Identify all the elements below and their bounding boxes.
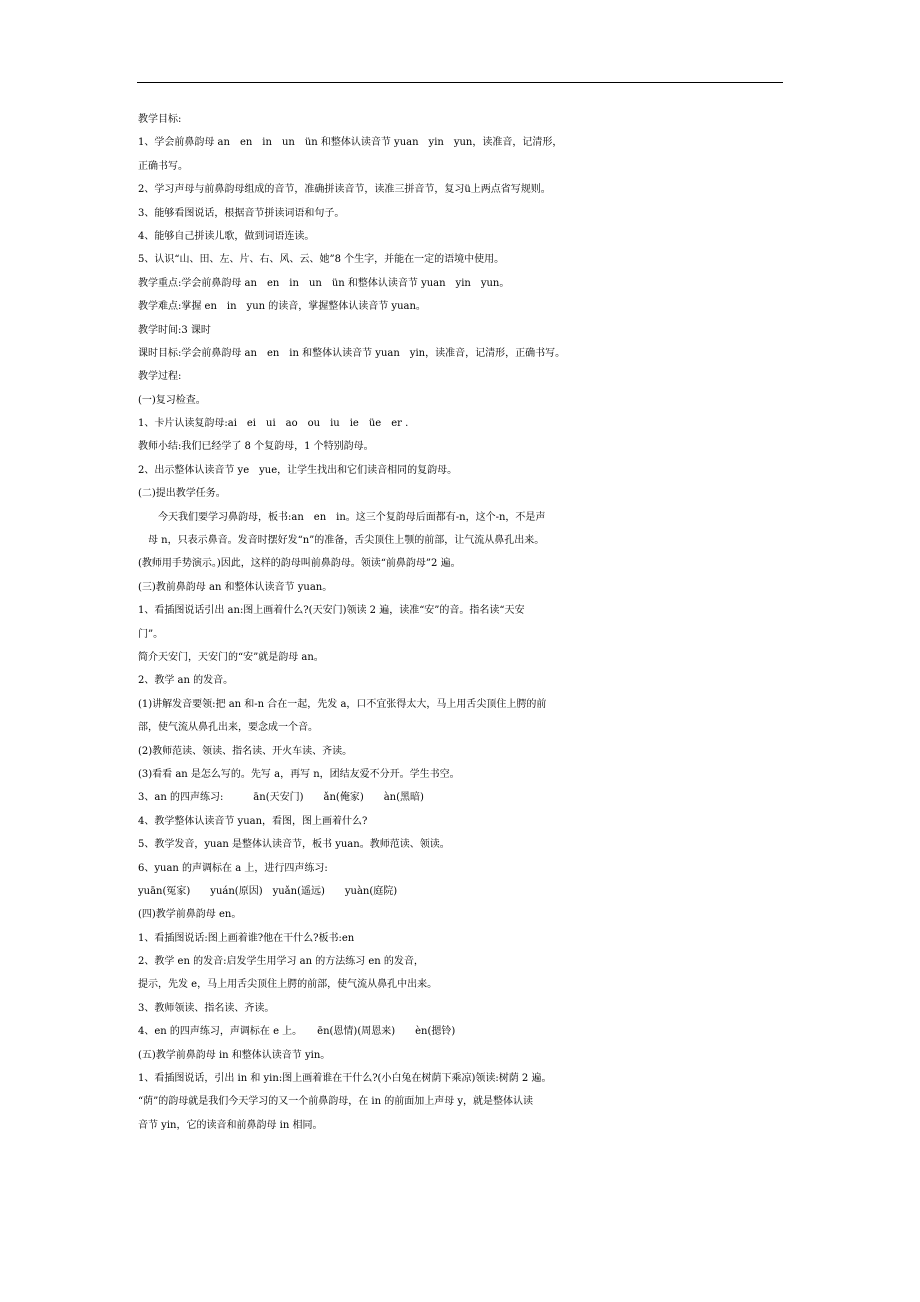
document-line: (3)看看 an 是怎么写的。先写 a，再写 n，团结友爱不分开。学生书空。 xyxy=(138,768,460,780)
document-line: 教学过程: xyxy=(138,371,182,383)
document-line: 3、an 的四声练习: ān(天安门) ǎn(俺家) àn(黑暗) xyxy=(138,792,424,804)
document-line: 2、教学 en 的发音:启发学生用学习 an 的方法练习 en 的发音， xyxy=(138,956,424,968)
document-line: “荫”的韵母就是我们今天学习的又一个前鼻韵母，在 in 的前面加上声母 y，就是整体认读 xyxy=(138,1096,534,1108)
document-line: 4、能够自己拼读儿歌，做到词语连读。 xyxy=(138,230,315,242)
document-line: 教学难点:掌握 en in yun 的读音，掌握整体认读音节 yuan。 xyxy=(138,301,426,313)
document-line: 5、教学发音，yuan 是整体认读音节，板书 yuan。教师范读、领读。 xyxy=(138,839,450,851)
document-line: (教师用手势演示。)因此，这样的韵母叫前鼻韵母。领读“前鼻韵母”2 遍。 xyxy=(138,558,461,570)
document-line: 正确书写。 xyxy=(138,160,188,172)
document-line: 3、能够看图说话，根据音节拼读词语和句子。 xyxy=(138,207,345,219)
document-line: 1、看插图说话:图上画着谁?他在干什么?板书:en xyxy=(138,932,355,944)
document-line: 提示，先发 e，马上用舌尖顶住上腭的前部，使气流从鼻孔中出来。 xyxy=(138,979,438,991)
document-line: 5、认识“山、田、左、片、右、风、云、她”8 个生字，并能在一定的语境中使用。 xyxy=(138,254,505,266)
document-body xyxy=(138,108,790,1137)
document-line: 教学时间:3 课时 xyxy=(138,324,211,336)
document-line: 部，使气流从鼻孔出来，要念成一个音。 xyxy=(138,722,318,734)
document-line: 1、学会前鼻韵母 an en in un ün 和整体认读音节 yuan yin yun，读准音，记清形， xyxy=(138,137,563,149)
document-line: 4、教学整体认读音节 yuan，看图，图上画着什么? xyxy=(138,815,368,827)
document-line: 2、教学 an 的发音。 xyxy=(138,675,234,687)
document-line: 4、en 的四声练习，声调标在 e 上。 ēn(恩情)(周恩来) èn(摁铃) xyxy=(138,1026,456,1038)
document-line: 3、教师领读、指名读、齐读。 xyxy=(138,1002,275,1014)
document-line: 2、学习声母与前鼻韵母组成的音节，准确拼读音节，读准三拼音节，复习ü上两点省写规则。 xyxy=(138,184,551,196)
document-line: 1、卡片认读复韵母:ai ei ui ao ou iu ie üe er . xyxy=(138,418,409,430)
header-rule xyxy=(137,82,783,83)
document-line: 母 n，只表示鼻音。发音时摆好发“n”的准备，舌尖顶住上颚的前部，让气流从鼻孔出来。 xyxy=(138,535,545,547)
document-line: (2)教师范读、领读、指名读、开火车读、齐读。 xyxy=(138,745,353,757)
document-line: 6、yuan 的声调标在 a 上，进行四声练习: xyxy=(138,862,328,874)
document-line: (1)讲解发音要领:把 an 和-n 合在一起，先发 a，口不宜张得太大，马上用舌尖顶住上腭的前 xyxy=(138,698,547,710)
document-line: 教学重点:学会前鼻韵母 an en in un ün 和整体认读音节 yuan yin yun。 xyxy=(138,277,510,289)
document-line: 2、出示整体认读音节 ye yue，让学生找出和它们读音相同的复韵母。 xyxy=(138,464,458,476)
document-line: 教学目标: xyxy=(138,114,182,125)
document-line: yuān(冤家) yuán(原因) yuǎn(遥远) yuàn(庭院) xyxy=(138,885,398,897)
document-line: (二)提出教学任务。 xyxy=(138,488,226,500)
document-line: (五)教学前鼻韵母 in 和整体认读音节 yin。 xyxy=(138,1049,331,1061)
document-line: 教师小结:我们已经学了 8 个复韵母，1 个特别韵母。 xyxy=(138,441,374,453)
document-line: (一)复习检查。 xyxy=(138,394,206,406)
document-line: 今天我们要学习鼻韵母，板书:an en in。这三个复韵母后面都有-n，这个-n，不是声 xyxy=(138,511,546,523)
document-line: 简介天安门，天安门的“安”就是韵母 an。 xyxy=(138,651,324,663)
document-line: 门”。 xyxy=(138,628,164,640)
document-line: 1、看插图说话引出 an:图上画着什么?(天安门)领读 2 遍，读准“安”的音。指名读“天安 xyxy=(138,605,525,617)
document-line: 音节 yin，它的读音和前鼻韵母 in 相同。 xyxy=(138,1119,323,1131)
document-line: (三)教前鼻韵母 an 和整体认读音节 yuan。 xyxy=(138,581,333,593)
document-line: 课时目标:学会前鼻韵母 an en in 和整体认读音节 yuan yin，读准音，记清形，正确书写。 xyxy=(138,347,566,359)
document-line: 1、看插图说话，引出 in 和 yin:图上画着谁在干什么?(小白兔在树荫下乘凉)领读:树荫 2 遍。 xyxy=(138,1073,552,1085)
document-line: (四)教学前鼻韵母 en。 xyxy=(138,909,242,921)
